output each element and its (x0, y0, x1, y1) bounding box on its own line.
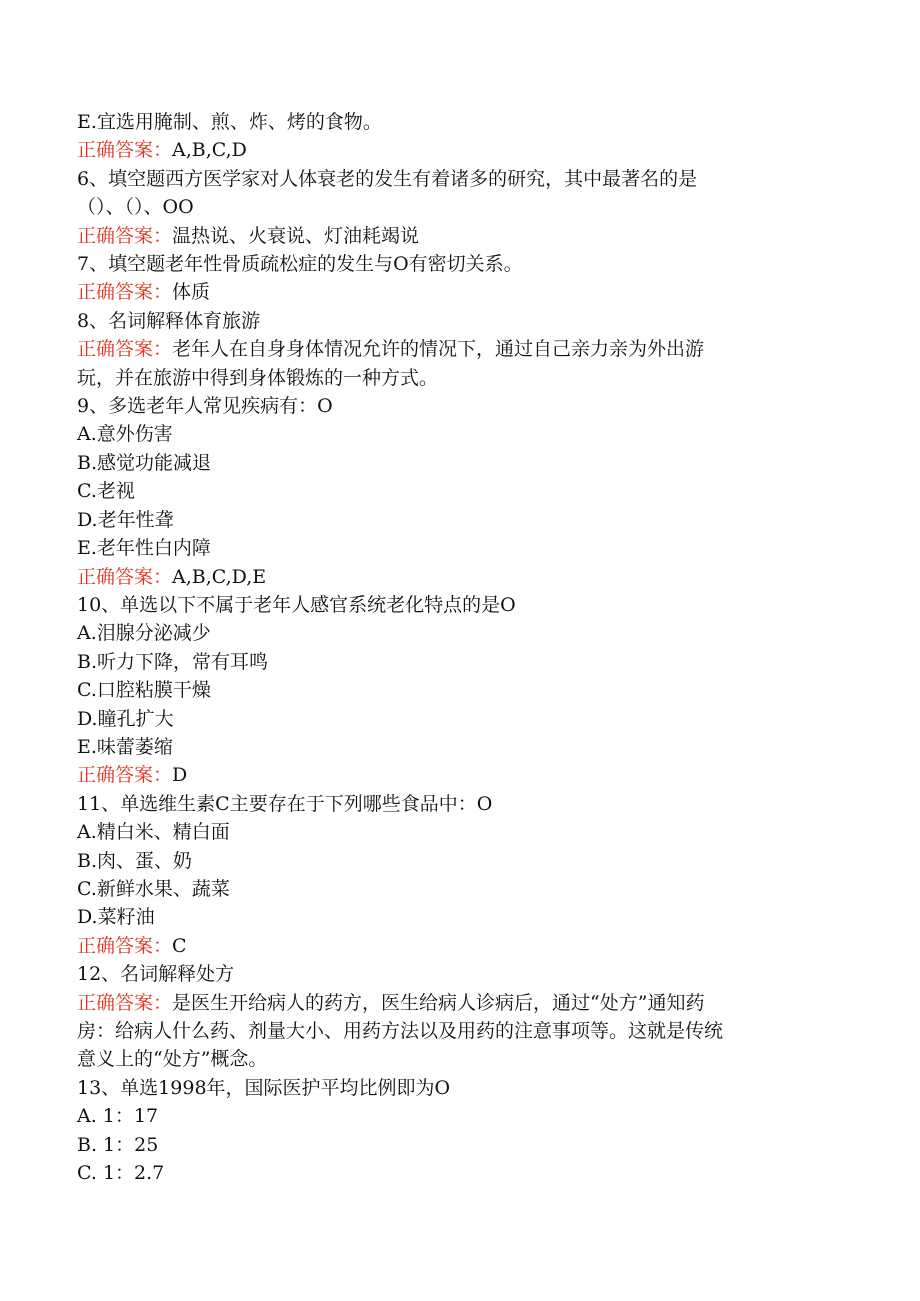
answer-text: D (172, 764, 188, 787)
answer-label: 正确答案： (77, 224, 173, 247)
option-line: B.肉、蛋、奶 (77, 849, 193, 872)
answer-text: C (172, 934, 187, 957)
answer-text: 是医生开给病人的药方，医生给病人诊病后，通过“处方”通知药 (172, 991, 705, 1014)
option-line: A.泪腺分泌减少 (77, 622, 211, 645)
question-line: 11、单选维生素C主要存在于下列哪些食品中：O (77, 792, 493, 815)
option-line: A.精白米、精白面 (77, 821, 230, 844)
answer-text: A,B,C,D,E (172, 565, 267, 588)
answer-label: 正确答案： (77, 764, 173, 787)
option-line: D.菜籽油 (77, 906, 155, 929)
answer-line (77, 932, 837, 960)
option-line: D.瞳孔扩大 (77, 707, 174, 730)
answer-label: 正确答案： (77, 934, 173, 957)
answer-text: 体质 (172, 281, 211, 304)
option-line: A.意外伤害 (77, 423, 173, 446)
option-line: C.新鲜水果、蔬菜 (77, 877, 230, 900)
document-page (77, 108, 837, 1187)
option-line: E.老年性白内障 (77, 537, 211, 560)
question-line: 6、填空题西方医学家对人体衰老的发生有着诸多的研究，其中最著名的是 (77, 167, 698, 190)
answer-line (77, 563, 837, 591)
option-line: D.老年性聋 (77, 508, 174, 531)
option-line: C. 1：2.7 (77, 1162, 165, 1185)
question-line: （）、（）、OO (77, 196, 194, 219)
answer-text: 老年人在自身身体情况允许的情况下，通过自己亲力亲为外出游 (172, 338, 705, 361)
answer-label: 正确答案： (77, 281, 173, 304)
answer-label: 正确答案： (77, 991, 173, 1014)
answer-label: 正确答案： (77, 338, 173, 361)
answer-line (77, 222, 837, 250)
option-line: E.味蕾萎缩 (77, 735, 173, 758)
answer-text: 温热说、火衰说、灯油耗竭说 (172, 224, 420, 247)
answer-label: 正确答案： (77, 565, 173, 588)
option-line: A. 1：17 (77, 1105, 159, 1128)
answer-line (77, 761, 837, 789)
answer-continuation: 意义上的“处方”概念。 (77, 1048, 268, 1071)
answer-continuation: 玩，并在旅游中得到身体锻炼的一种方式。 (77, 366, 439, 389)
answer-continuation: 房：给病人什么药、剂量大小、用药方法以及用药的注意事项等。这就是传统 (77, 1020, 724, 1042)
answer-label: 正确答案： (77, 139, 173, 162)
option-line: C.老视 (77, 480, 135, 503)
question-line: 8、名词解释体育旅游 (77, 309, 261, 332)
question-line: 12、名词解释处方 (77, 963, 235, 986)
option-line: B.听力下降，常有耳鸣 (77, 650, 269, 673)
question-line: 10、单选以下不属于老年人感官系统老化特点的是O (77, 593, 516, 616)
option-line: B. 1：25 (77, 1133, 159, 1156)
question-line: 7、填空题老年性骨质疏松症的发生与O有密切关系。 (77, 253, 523, 276)
answer-line (77, 335, 837, 363)
answer-text: A,B,C,D (172, 139, 247, 162)
option-line: C.口腔粘膜干燥 (77, 679, 211, 702)
answer-line (77, 136, 837, 164)
answer-line (77, 989, 837, 1017)
answer-line (77, 278, 837, 306)
option-line: B.感觉功能减退 (77, 451, 212, 474)
question-line: 9、多选老年人常见疾病有：O (77, 395, 333, 418)
option-line: E.宜选用腌制、煎、炸、烤的食物。 (77, 111, 382, 133)
question-line: 13、单选1998年，国际医护平均比例即为O (77, 1076, 451, 1099)
